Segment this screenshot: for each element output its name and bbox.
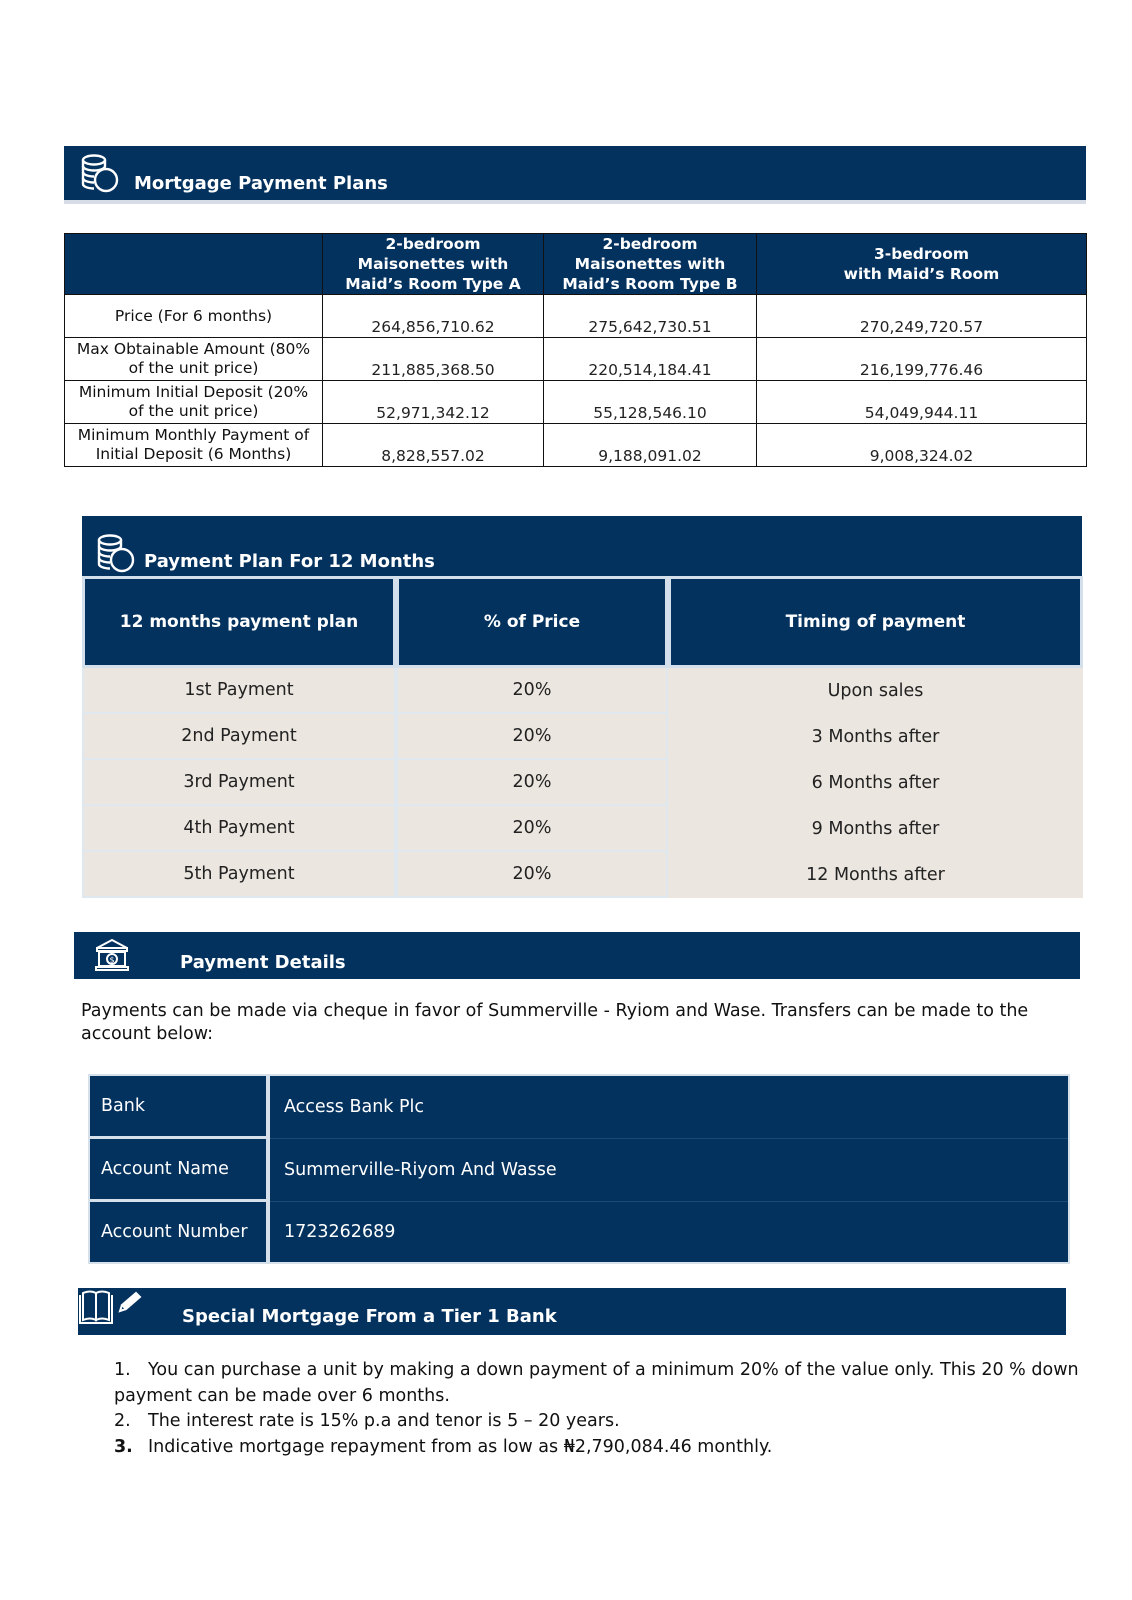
table-cell: 275,642,730.51 xyxy=(544,295,757,338)
column-header: 2-bedroom Maisonettes with Maid’s Room Type B xyxy=(544,234,757,295)
table-row xyxy=(82,852,1083,898)
table-cell: Upon sales xyxy=(668,668,1083,714)
table-header-row xyxy=(65,234,1087,295)
column-header: Timing of payment xyxy=(668,576,1083,668)
column-header: 12 months payment plan xyxy=(82,576,396,668)
row-label: Price (For 6 months) xyxy=(65,295,323,338)
account-name-value: Summerville-Riyom And Wasse xyxy=(270,1139,1068,1202)
table-cell: 52,971,342.12 xyxy=(323,381,544,424)
row-label: Max Obtainable Amount (80% of the unit price) xyxy=(65,338,323,381)
account-number-value: 1723262689 xyxy=(270,1202,1068,1262)
table-cell: 9,008,324.02 xyxy=(757,424,1087,467)
bank-value: Access Bank Plc xyxy=(270,1076,1068,1139)
coins-icon xyxy=(78,152,120,194)
table-row xyxy=(90,1076,1068,1139)
plan-12-title: Payment Plan For 12 Months xyxy=(144,551,435,572)
table-row xyxy=(82,714,1083,760)
row-label: Minimum Initial Deposit (20% of the unit price) xyxy=(65,381,323,424)
list-number: 1. xyxy=(114,1360,131,1380)
table-cell: 55,128,546.10 xyxy=(544,381,757,424)
table-cell: 9,188,091.02 xyxy=(544,424,757,467)
table-row xyxy=(65,381,1087,424)
list-text: Indicative mortgage repayment from as low as ₦2,790,084.46 monthly. xyxy=(148,1436,773,1457)
bank-label: Bank xyxy=(90,1076,270,1139)
table-cell: 54,049,944.11 xyxy=(757,381,1087,424)
table-cell: 3rd Payment xyxy=(82,760,396,806)
account-number-label: Account Number xyxy=(90,1202,270,1262)
table-row xyxy=(65,424,1087,467)
row-label: Minimum Monthly Payment of Initial Deposit (6 Months) xyxy=(65,424,323,467)
book-pencil-icon xyxy=(78,1289,148,1327)
account-name-label: Account Name xyxy=(90,1139,270,1202)
table-cell: 264,856,710.62 xyxy=(323,295,544,338)
special-mortgage-title: Special Mortgage From a Tier 1 Bank xyxy=(182,1306,557,1327)
list-text: You can purchase a unit by making a down payment of a minimum 20% of the value only. This 20 % down payment can be made over 6 months. xyxy=(114,1360,1079,1406)
payment-details-header xyxy=(74,932,1080,979)
mortgage-plans-title: Mortgage Payment Plans xyxy=(134,173,388,194)
column-header: 3-bedroom with Maid’s Room xyxy=(757,234,1087,295)
svg-text:$: $ xyxy=(109,955,115,965)
plan-12-table xyxy=(82,576,1083,898)
table-cell: 20% xyxy=(396,760,668,806)
table-cell: 20% xyxy=(396,806,668,852)
list-item xyxy=(114,1409,1094,1435)
table-row xyxy=(90,1202,1068,1262)
table-cell: 220,514,184.41 xyxy=(544,338,757,381)
payment-details-title: Payment Details xyxy=(180,952,346,973)
table-header-row xyxy=(82,576,1083,668)
list-item xyxy=(114,1435,1094,1461)
list-text: The interest rate is 15% p.a and tenor is 5 – 20 years. xyxy=(148,1411,620,1431)
column-header xyxy=(65,234,323,295)
bank-details-table xyxy=(88,1074,1070,1264)
table-cell: 20% xyxy=(396,668,668,714)
table-row xyxy=(90,1139,1068,1202)
special-mortgage-list xyxy=(114,1358,1094,1460)
table-cell: 20% xyxy=(396,714,668,760)
column-header: 2-bedroom Maisonettes with Maid’s Room Type A xyxy=(323,234,544,295)
table-row xyxy=(65,295,1087,338)
table-cell: 12 Months after xyxy=(668,852,1083,898)
list-number: 2. xyxy=(114,1411,131,1431)
plan-12-header xyxy=(82,516,1082,576)
table-cell: 5th Payment xyxy=(82,852,396,898)
list-number: 3. xyxy=(114,1436,133,1457)
table-row xyxy=(82,668,1083,714)
coins-icon xyxy=(94,532,136,574)
column-header: % of Price xyxy=(396,576,668,668)
table-row xyxy=(65,338,1087,381)
table-cell: 3 Months after xyxy=(668,714,1083,760)
table-cell: 211,885,368.50 xyxy=(323,338,544,381)
special-mortgage-header xyxy=(78,1288,1066,1335)
table-row xyxy=(82,760,1083,806)
table-cell: 270,249,720.57 xyxy=(757,295,1087,338)
mortgage-table xyxy=(64,233,1087,467)
list-item xyxy=(114,1358,1094,1409)
table-cell: 9 Months after xyxy=(668,806,1083,852)
table-cell: 8,828,557.02 xyxy=(323,424,544,467)
table-row xyxy=(82,806,1083,852)
table-cell: 2nd Payment xyxy=(82,714,396,760)
mortgage-plans-header xyxy=(64,146,1086,204)
table-cell: 4th Payment xyxy=(82,806,396,852)
bank-icon xyxy=(94,937,130,973)
table-cell: 6 Months after xyxy=(668,760,1083,806)
payment-instructions: Payments can be made via cheque in favor of Summerville - Ryiom and Wase. Transfers can be made to the account below: xyxy=(81,1001,1029,1044)
table-cell: 216,199,776.46 xyxy=(757,338,1087,381)
table-cell: 1st Payment xyxy=(82,668,396,714)
table-cell: 20% xyxy=(396,852,668,898)
